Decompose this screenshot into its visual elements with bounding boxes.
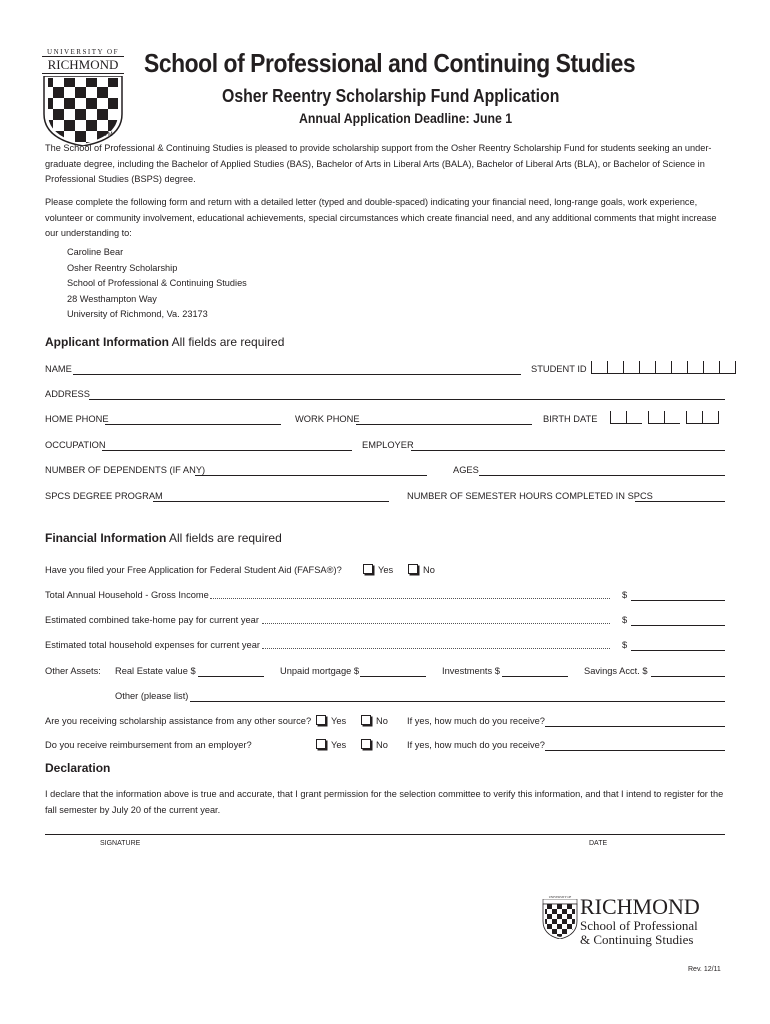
fafsa-question: Have you filed your Free Application for Federal Student Aid (FAFSA®)? (45, 565, 342, 575)
employer-field[interactable] (411, 450, 725, 451)
checkbox-icon[interactable] (363, 564, 373, 574)
total-income-field[interactable] (631, 600, 725, 601)
how-much-label: If yes, how much do you receive? (407, 716, 545, 726)
dependents-field[interactable] (195, 475, 427, 476)
declaration-heading-text: Declaration (45, 761, 111, 775)
applicant-heading: Applicant Information (45, 335, 169, 349)
reimburse-no-option[interactable] (361, 739, 388, 750)
take-home-field[interactable] (631, 625, 725, 626)
investments-label: Investments $ (442, 666, 500, 676)
date-label: DATE (589, 840, 608, 847)
page-title: School of Professional and Continuing Studies (144, 48, 636, 78)
scholarship-amount-field[interactable] (545, 726, 725, 727)
ages-label: AGES (453, 465, 479, 475)
fafsa-no-option[interactable] (408, 564, 435, 575)
leader-dots (262, 623, 610, 624)
ages-field[interactable] (479, 475, 725, 476)
expenses-label: Estimated total household expenses for current year (45, 640, 260, 650)
home-phone-field[interactable] (105, 424, 281, 425)
work-phone-label: WORK PHONE (295, 414, 360, 424)
checkbox-icon[interactable] (316, 739, 326, 749)
real-estate-label: Real Estate value $ (115, 666, 196, 676)
declaration-heading (45, 761, 110, 775)
deadline-text: Annual Application Deadline: June 1 (299, 110, 513, 126)
scholarship-yes-option[interactable] (316, 715, 346, 726)
logo-bottom-line2: & Continuing Studies (580, 932, 694, 947)
address-label: ADDRESS (45, 389, 90, 399)
logo-small-university-text: UNIVERSITY OF (548, 895, 572, 899)
spcs-logo (542, 895, 742, 955)
other-list-field[interactable] (190, 701, 725, 702)
real-estate-field[interactable] (198, 676, 264, 677)
program-label: SPCS DEGREE PROGRAM (45, 491, 163, 501)
leader-dots (210, 598, 610, 599)
scholarship-no-option[interactable] (361, 715, 388, 726)
university-logo (42, 48, 124, 148)
address-field[interactable] (89, 399, 725, 400)
how-much-label: If yes, how much do you receive? (407, 740, 545, 750)
student-id-boxes[interactable] (591, 361, 736, 374)
shield-logo-icon (542, 899, 578, 939)
financial-heading: Financial Information (45, 531, 167, 545)
dollar-sign: $ (622, 615, 628, 625)
yes-label: Yes (331, 716, 347, 726)
program-field[interactable] (153, 501, 389, 502)
savings-field[interactable] (651, 676, 725, 677)
take-home-label: Estimated combined take-home pay for current year (45, 615, 259, 625)
occupation-field[interactable] (102, 450, 352, 451)
financial-section-heading (45, 531, 282, 545)
other-assets-label: Other Assets: (45, 666, 101, 676)
mortgage-label: Unpaid mortgage $ (280, 666, 360, 676)
reimburse-yes-option[interactable] (316, 739, 346, 750)
applicant-note: All fields are required (171, 335, 285, 349)
signature-label: SIGNATURE (100, 840, 141, 847)
hours-field[interactable] (635, 501, 725, 502)
birth-date-label: BIRTH DATE (543, 414, 598, 424)
page-subtitle: Osher Reentry Scholarship Fund Application (222, 86, 560, 106)
address-line: 28 Westhampton Way (67, 293, 157, 304)
fafsa-yes-option[interactable] (363, 564, 393, 575)
dependents-label: NUMBER OF DEPENDENTS (IF ANY) (45, 465, 206, 475)
mortgage-field[interactable] (360, 676, 426, 677)
no-label: No (423, 565, 435, 575)
occupation-label: OCCUPATION (45, 440, 106, 450)
intro-paragraph-1: The School of Professional & Continuing Studies is pleased to provide scholarship support from the Osher Reentry Scholarship Fund for students seeking an under-graduate degree, including the Bachelor of Applied Studies (BAS), Bachelor of Arts in Liberal Arts (BALA), Bachelor of Liberal Arts (BLA), or Bachelor of Science in Professional Studies (BSPS) degree. (45, 143, 712, 184)
dollar-sign: $ (622, 640, 628, 650)
name-field[interactable] (73, 374, 521, 375)
work-phone-field[interactable] (356, 424, 532, 425)
checkbox-icon[interactable] (316, 715, 326, 725)
no-label: No (376, 740, 388, 750)
expenses-field[interactable] (631, 650, 725, 651)
checkbox-icon[interactable] (408, 564, 418, 574)
hours-label: NUMBER OF SEMESTER HOURS COMPLETED IN SPCS (407, 491, 653, 501)
checkbox-icon[interactable] (361, 715, 371, 725)
total-income-label: Total Annual Household - Gross Income (45, 590, 209, 600)
address-line: Osher Reentry Scholarship (67, 262, 178, 273)
savings-label: Savings Acct. $ (584, 666, 648, 676)
other-list-label: Other (please list) (115, 691, 189, 701)
student-id-label: STUDENT ID (531, 364, 587, 374)
address-line: Caroline Bear (67, 247, 124, 257)
mailing-address (67, 245, 247, 323)
reimburse-question: Do you receive reimbursement from an employer? (45, 740, 252, 750)
reimburse-amount-field[interactable] (545, 750, 725, 751)
logo-university-text: UNIVERSITY OF (47, 48, 119, 56)
signature-field[interactable] (45, 834, 725, 835)
name-label: NAME (45, 364, 72, 374)
logo-bottom-line1: School of Professional (580, 918, 698, 933)
revision-text: Rev. 12/11 (688, 966, 721, 973)
logo-bottom-name: RICHMOND (580, 894, 700, 919)
address-line: University of Richmond, Va. 23173 (67, 309, 208, 319)
logo-tm: TM (104, 132, 113, 138)
home-phone-label: HOME PHONE (45, 414, 109, 424)
leader-dots (262, 648, 610, 649)
yes-label: Yes (331, 740, 347, 750)
address-line: School of Professional & Continuing Studies (67, 278, 247, 288)
intro-paragraph-2: Please complete the following form and return with a detailed letter (typed and double-spaced) indicating your financial need, long-range goals, work experience, volunteer or community involvement, educational achievements, special circumstances which create financial need, and any additional comments that might increase our understanding to: (45, 197, 717, 238)
yes-label: Yes (378, 565, 394, 575)
checkbox-icon[interactable] (361, 739, 371, 749)
employer-label: EMPLOYER (362, 440, 414, 450)
financial-note: All fields are required (169, 531, 282, 545)
declaration-text: I declare that the information above is true and accurate, that I grant permission for the selection committee to verify this information, and that I intend to register for the fall semester by July 20 of the current year. (45, 789, 724, 815)
scholarship-question: Are you receiving scholarship assistance from any other source? (45, 716, 312, 726)
investments-field[interactable] (502, 676, 568, 677)
birth-date-boxes[interactable] (610, 411, 719, 424)
logo-name-text: RICHMOND (42, 56, 124, 74)
applicant-section-heading (45, 335, 284, 349)
no-label: No (376, 716, 388, 726)
dollar-sign: $ (622, 590, 628, 600)
